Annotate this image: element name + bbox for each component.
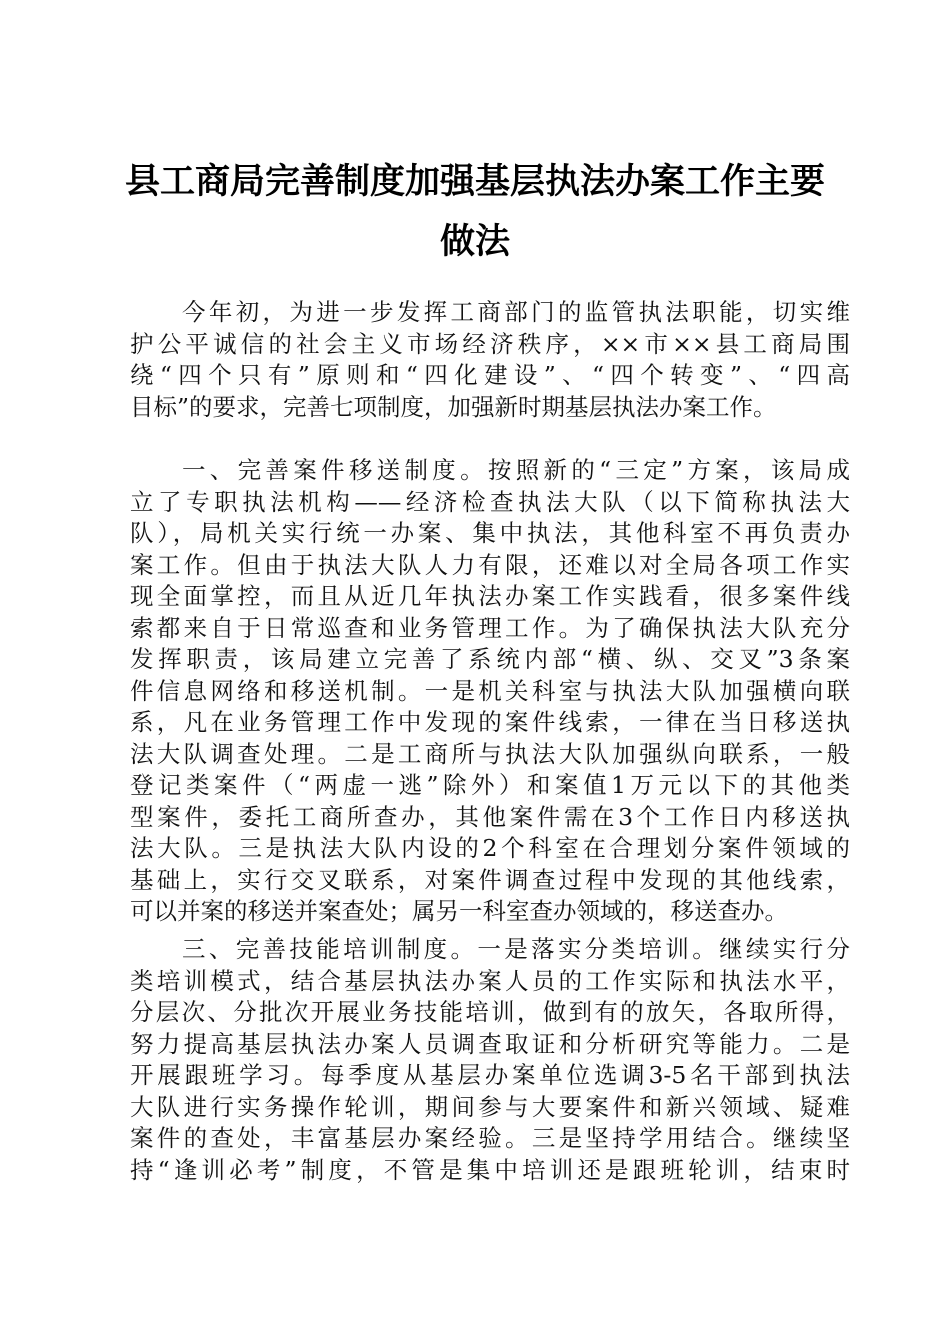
- paragraph-line: 一、完善案件移送制度。按照新的“三定”方案，该局成: [182, 456, 850, 484]
- paragraph-line: 立了专职执法机构——经济检查执法大队（以下简称执法大: [130, 487, 850, 516]
- paragraph-line: 件信息网络和移送机制。一是机关科室与执法大队加强横向联: [130, 676, 850, 705]
- paragraph-line: 三、完善技能培训制度。一是落实分类培训。继续实行分: [182, 935, 850, 963]
- paragraph-line: 分层次、分批次开展业务技能培训，做到有的放矢，各取所得，: [130, 998, 850, 1026]
- paragraph-case-transfer: [130, 455, 850, 928]
- paragraph-line: 可以并案的移送并案查处；属另一科室查办领域的，移送查办。: [130, 897, 788, 925]
- paragraph-line: 登记类案件（“两虚一逃”除外）和案值1万元以下的其他类: [130, 771, 850, 799]
- paragraph-line: 法大队调查处理。二是工商所与执法大队加强纵向联系，一般: [130, 739, 850, 768]
- paragraph-line: 现全面掌控，而且从近几年执法办案工作实践看，很多案件线: [130, 582, 850, 610]
- document-title-line-1: 县工商局完善制度加强基层执法办案工作主要: [124, 161, 825, 202]
- paragraph-line: 法大队。三是执法大队内设的2个科室在合理划分案件领域的: [130, 834, 850, 862]
- paragraph-intro: [130, 297, 850, 423]
- paragraph-skills-training: [130, 934, 850, 1186]
- paragraph-line: 持“逢训必考”制度，不管是集中培训还是跟班轮训，结束时: [130, 1155, 850, 1184]
- paragraph-line: 发挥职责，该局建立完善了系统内部“横、纵、交叉”3条案: [130, 645, 850, 673]
- paragraph-line: 系，凡在业务管理工作中发现的案件线索，一律在当日移送执: [130, 708, 850, 736]
- paragraph-line: 型案件，委托工商所查办，其他案件需在3个工作日内移送执: [130, 802, 850, 831]
- paragraph-line: 队），局机关实行统一办案、集中执法，其他科室不再负责办: [130, 519, 850, 547]
- document-title-line-2: 做法: [439, 221, 510, 262]
- paragraph-line: 今年初，为进一步发挥工商部门的监管执法职能，切实维: [182, 298, 850, 326]
- paragraph-line: 大队进行实务操作轮训，期间参与大要案件和新兴领域、疑难: [130, 1092, 850, 1121]
- paragraph-line: 类培训模式，结合基层执法办案人员的工作实际和执法水平，: [130, 966, 850, 995]
- paragraph-line: 目标”的要求，完善七项制度，加强新时期基层执法办案工作。: [130, 392, 777, 421]
- paragraph-line: 开展跟班学习。每季度从基层办案单位选调3-5名干部到执法: [130, 1061, 850, 1089]
- paragraph-line: 基础上，实行交叉联系，对案件调查过程中发现的其他线索，: [130, 865, 850, 894]
- paragraph-line: 案工作。但由于执法大队人力有限，还难以对全局各项工作实: [130, 550, 850, 579]
- paragraph-line: 案件的查处，丰富基层办案经验。三是坚持学用结合。继续坚: [130, 1124, 850, 1152]
- paragraph-line: 索都来自于日常巡查和业务管理工作。为了确保执法大队充分: [130, 613, 850, 642]
- paragraph-line: 护公平诚信的社会主义市场经济秩序，××市××县工商局围: [130, 329, 850, 358]
- paragraph-line: 努力提高基层执法办案人员调查取证和分析研究等能力。二是: [130, 1029, 850, 1058]
- paragraph-line: 绕“四个只有”原则和“四化建设”、“四个转变”、“四高: [130, 361, 850, 389]
